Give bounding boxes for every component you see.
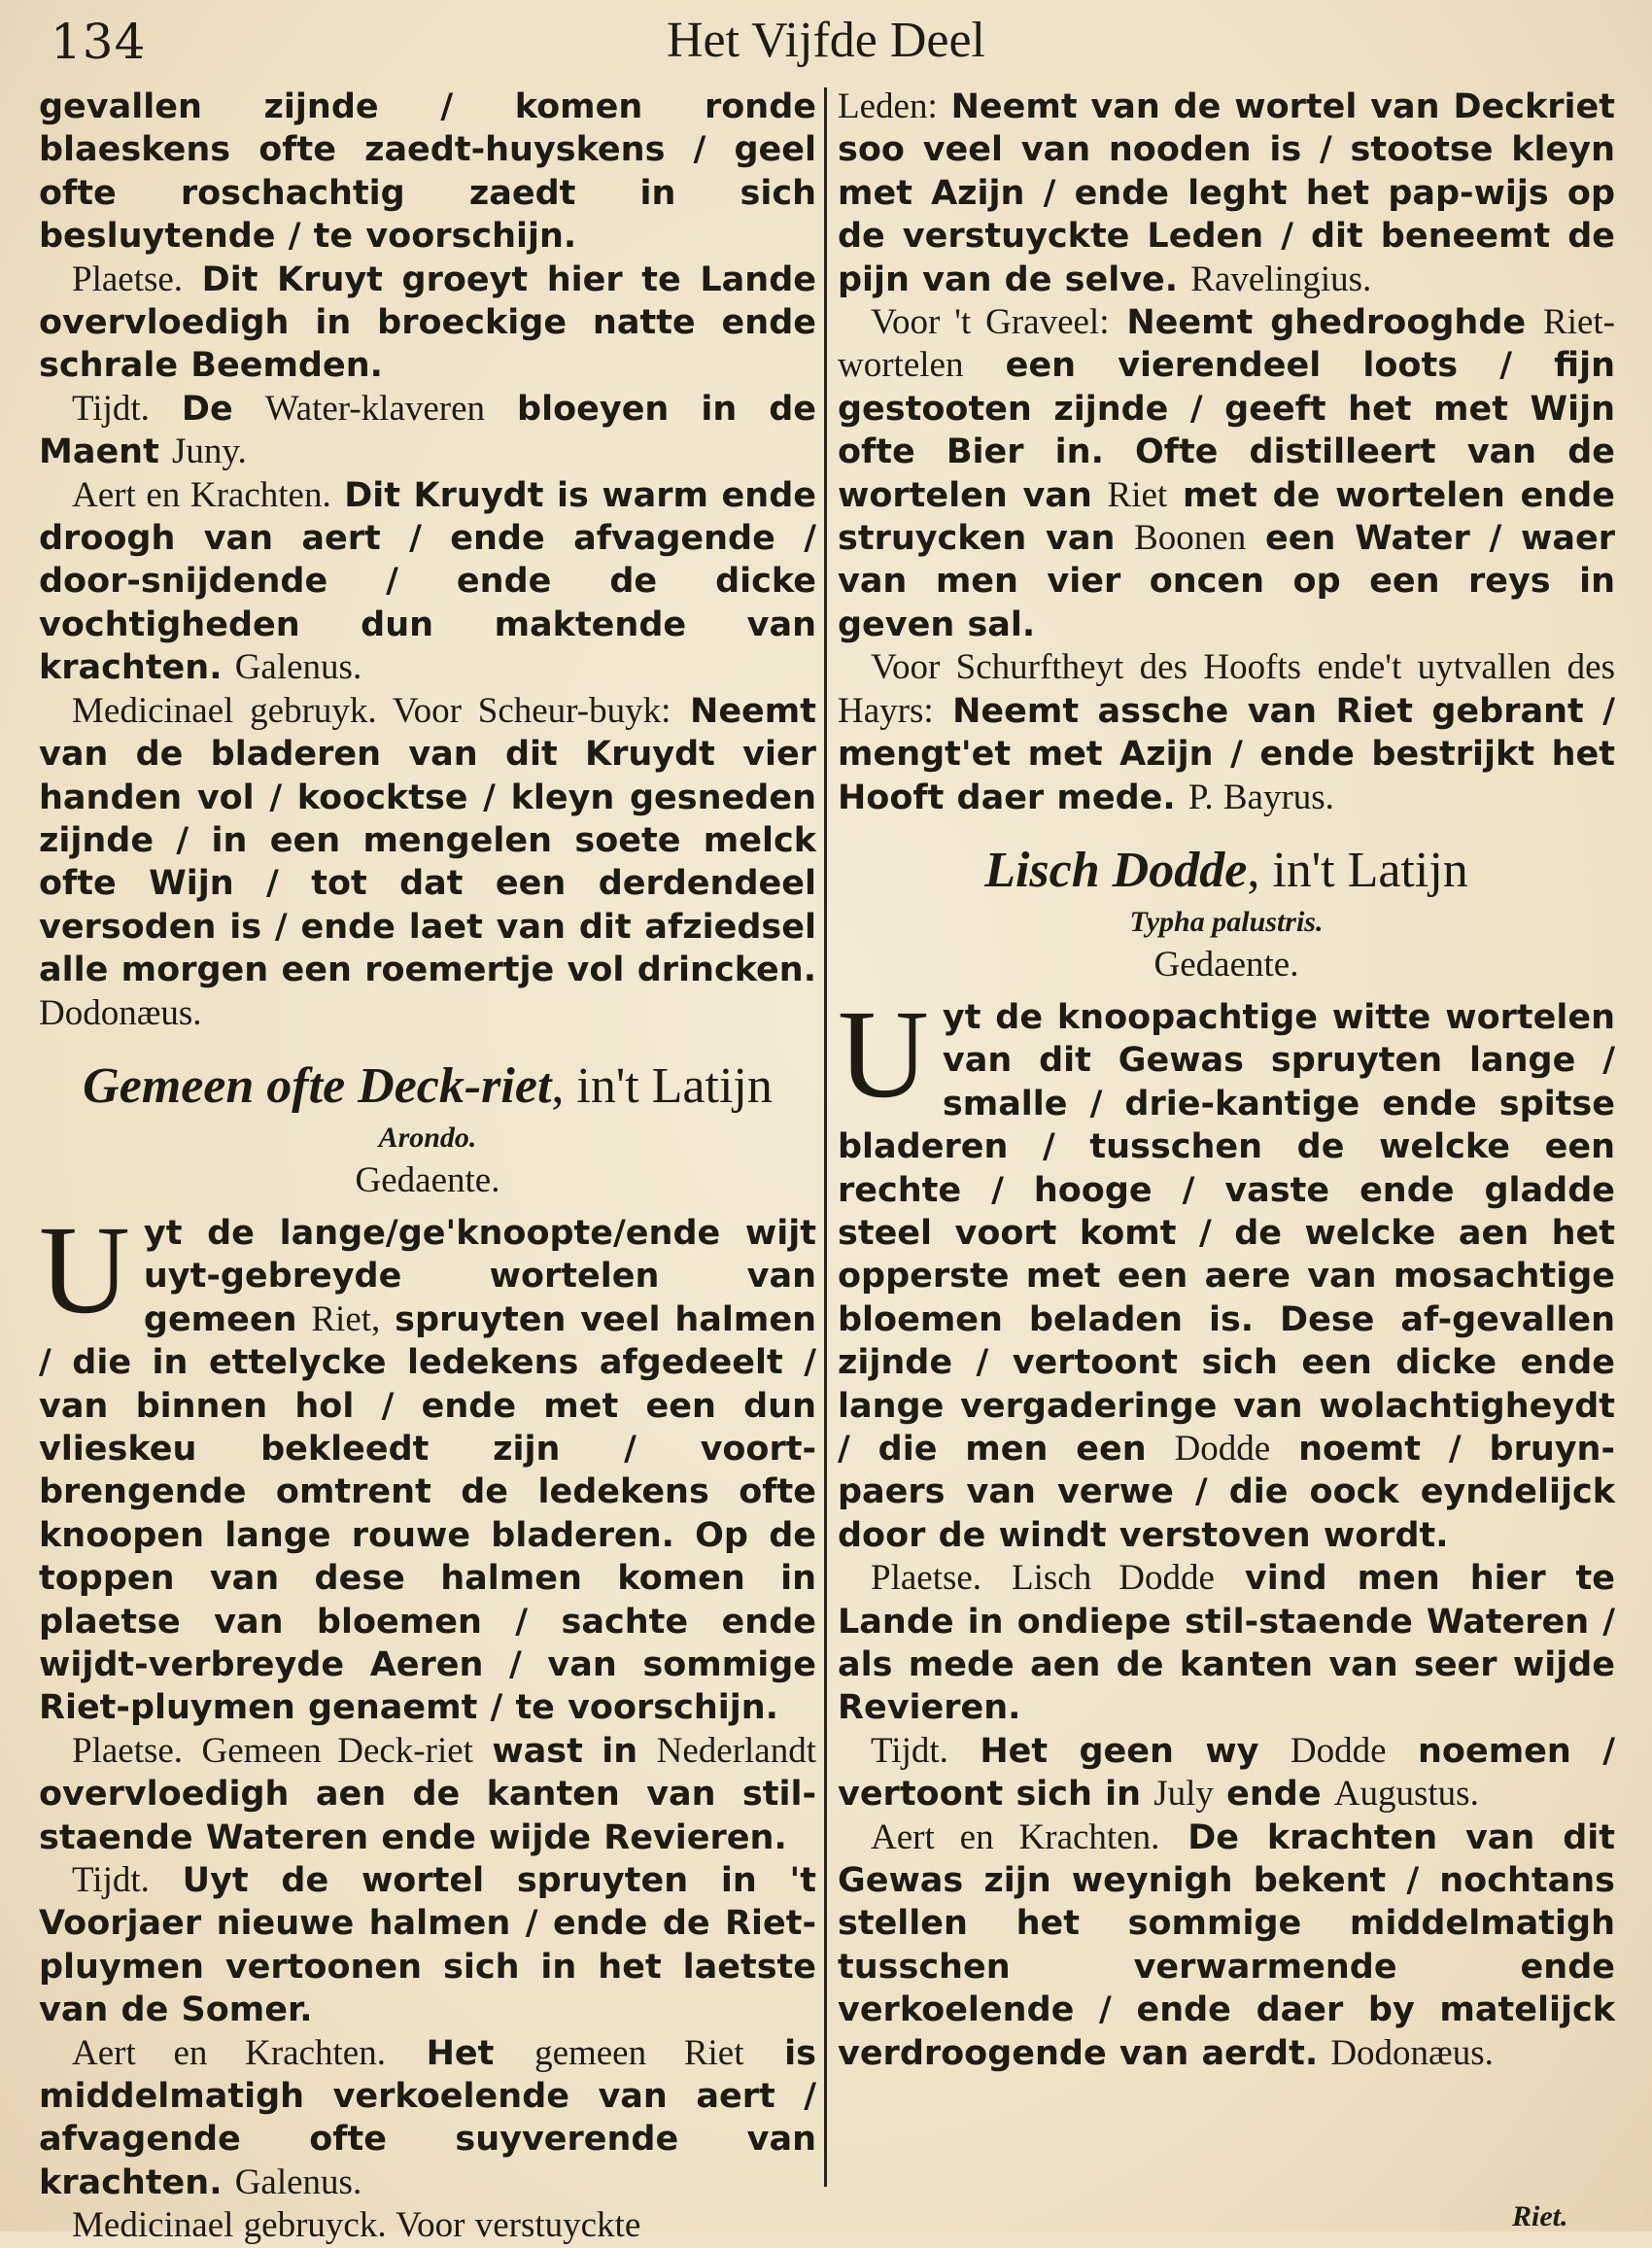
paragraph [39, 388, 816, 474]
plant-name: Boonen [1134, 518, 1247, 559]
paragraph-text: overvloedigh aen de kanten van stil-staende Wateren ende wijde Revieren. [39, 1775, 816, 1857]
plant-heading [838, 841, 1615, 901]
source-citation: P. Bayrus. [1187, 777, 1334, 817]
plant-name: Lisch Dodde [1012, 1558, 1215, 1599]
latin-name: Arondo. [378, 1121, 477, 1154]
paragraph [838, 301, 1615, 646]
paragraph [39, 2204, 816, 2247]
paragraph-text: yt de lange/ge'knoopte/ende wijt uyt-gebreyde wortelen van gemeen [143, 1213, 816, 1339]
plant-name: Riet-wortelen [838, 302, 1615, 386]
section-label: Aert en Krachten. [871, 1816, 1160, 1857]
paragraph [39, 259, 816, 388]
paragraph [39, 690, 816, 1035]
source-citation: Galenus. [234, 2162, 362, 2202]
plant-heading-name: Gemeen ofte Deck-riet [83, 1057, 552, 1114]
subheading-gedaente: Gedaente. [355, 1159, 500, 1200]
paragraph-text: een vierendeel loots / fijn gestooten zijnde / geeft het met Wijn ofte Bier in. Ofte distilleert van de wortelen van [838, 346, 1616, 515]
paragraph-text: De [181, 389, 233, 429]
month-name: Juny. [172, 432, 247, 472]
paragraph [838, 1730, 1615, 1816]
source-citation: Dodonæus. [1330, 2032, 1494, 2073]
paragraph-text: Neemt van de bladeren van dit Kruydt vier handen vol / koocktse / kleyn gesneden zijnde / in een mengelen soete melck ofte Wijn / tot dat een derdendeel versoden is / ende laet van dit afziedsel alle morgen een roemertje vol drincken. [39, 691, 816, 990]
paragraph-text: Dit Kruydt is warm ende droogh van aert / ende afvagende / door-snijdende / ende de dicke vochtigheden dun maktende van krachten. [39, 475, 816, 688]
drop-cap: U [838, 984, 929, 1124]
section-label: Aert en Krachten. [72, 2032, 386, 2073]
paragraph-text: Het [426, 2033, 495, 2073]
plant-name: Water-klaveren [264, 388, 486, 429]
paragraph-text: Dit Kruyt groeyt hier te Lande overvloedigh in broeckige natte ende schrale Beemden. [39, 259, 816, 386]
paragraph-text: vind men hier te Lande in ondiepe stil-staende Wateren / als mede aen de kanten van seer wijde Revieren. [838, 1559, 1616, 1728]
paragraph-text: Uyt de wortel spruyten in 't Voorjaer nieuwe halmen / ende de Riet-pluymen vertoonen sich in het laetste van de Somer. [39, 1861, 817, 2030]
month-name: July [1153, 1774, 1214, 1815]
page-number: 134 [51, 14, 147, 70]
paragraph [39, 86, 816, 259]
plant-heading-name: Lisch Dodde [984, 842, 1248, 898]
subheading-gedaente: Gedaente. [1153, 944, 1299, 985]
plant-name: Riet [1107, 474, 1168, 515]
section-label: Plaetse. [72, 1730, 184, 1771]
catchword: Riet. [1512, 2200, 1568, 2232]
section-label: Voor Schurftheyt des Hoofts ende't uytvallen des Hayrs: [838, 647, 1615, 731]
plant-name: Dodde [1290, 1730, 1387, 1771]
plant-name: Riet, [311, 1298, 381, 1339]
section-label: Voor 't Graveel: [871, 302, 1110, 343]
plant-name: Dodde [1174, 1428, 1271, 1469]
section-label: Plaetse. [871, 1558, 982, 1599]
section-label: Medicinael gebruyk. Voor Scheur-buyk: [72, 690, 671, 731]
paragraph [39, 1199, 816, 1730]
paragraph [838, 646, 1615, 819]
paragraph-text: met de wortelen ende struycken van [838, 475, 1616, 559]
paragraph [838, 1816, 1615, 2075]
plant-name: Gemeen Deck-riet [201, 1730, 473, 1771]
paragraph-text: is middelmatigh verkoelende van aert / afvagende ofte suyverende van krachten. [39, 2033, 817, 2202]
latin-name: Typha palustris. [1129, 905, 1324, 938]
paragraph [39, 1859, 816, 2032]
plant-heading [39, 1056, 816, 1117]
paragraph-text: Het geen wy [980, 1731, 1259, 1771]
plant-heading-suffix: , in't Latijn [1247, 842, 1468, 898]
plant-name: gemeen Riet [534, 2032, 744, 2073]
section-label: Aert en Krachten. [72, 474, 331, 515]
plant-heading-suffix: , in't Latijn [551, 1057, 773, 1114]
section-label: Tijdt. [72, 1860, 150, 1901]
paragraph-text: De krachten van dit Gewas zijn weynigh bekent / nochtans stellen het sommige middelmatigh tusschen verwarmende ende verkoelende / ende daer by matelijck verdroogende van aerdt. [838, 1817, 1615, 2073]
source-citation: Ravelingius. [1190, 259, 1372, 299]
source-citation: Galenus. [234, 647, 362, 688]
paragraph [838, 984, 1615, 1557]
paragraph-text: gevallen zijnde / komen ronde blaeskens ofte zaedt-huyskens / geel ofte roschachtig zaedt in sich besluytende / te voorschijn. [39, 87, 816, 257]
month-name: Augustus. [1333, 1774, 1479, 1815]
right-column [838, 86, 1615, 2075]
paragraph-text: noemt / bruyn-paers van verwe / die oock eyndelijck door de windt verstoven wordt. [838, 1429, 1615, 1555]
running-head: Het Vijfde Deel [666, 13, 986, 68]
section-label: Leden: [838, 86, 938, 126]
paragraph [39, 474, 816, 690]
drop-cap: U [39, 1199, 130, 1340]
paragraph-text: een Water / waer van men vier oncen op een reys in geven sal. [838, 519, 1615, 644]
section-label: Tijdt. [871, 1730, 948, 1771]
paragraph-text: yt de knoopachtige witte wortelen van dit Gewas spruyten lange / smalle / drie-kantige ende spitse bladeren / tusschen de welcke een rechte / hooge / vaste ende gladde steel voort komt / de welcke aen het opperste met een aere van mosachtige bloemen beladen is. Dese af-gevallen zijnde / vertoont sich een dicke ende lange vergaderinge van wolachtigheydt / die men een [838, 997, 1615, 1469]
section-label: Plaetse. [72, 259, 184, 299]
paragraph-text: ende [1226, 1775, 1322, 1815]
paragraph [838, 86, 1615, 301]
paragraph-text: wast in [492, 1731, 638, 1771]
page-header [0, 0, 1652, 87]
place-name: Nederlandt [656, 1730, 817, 1771]
paragraph-text: Neemt ghedrooghde [1126, 303, 1527, 343]
section-label: Medicinael gebruyck. Voor verstuyckte [72, 2205, 641, 2246]
paragraph-text: bloeyen in de Maent [39, 389, 817, 472]
left-column [39, 86, 816, 2248]
paragraph-text: noemen / vertoont sich in [838, 1731, 1616, 1815]
paragraph [39, 1730, 816, 1859]
paragraph-text: Neemt assche van Riet gebrant / mengt'et met Azijn / ende bestrijkt het Hooft daer mede. [838, 691, 1615, 817]
section-label: Tijdt. [72, 388, 150, 429]
paragraph-text: Neemt van de wortel van Deckriet soo veel van nooden is / stootse kleyn met Azijn / ende leght het pap-wijs op de verstuyckte Leden / dit beneemt de pijn van de selve. [838, 87, 1615, 299]
paragraph [838, 1557, 1615, 1730]
paragraph [39, 2032, 816, 2205]
source-citation: Dodonæus. [39, 992, 202, 1033]
column-rule [824, 87, 827, 2187]
paragraph-text: spruyten veel halmen / die in ettelycke ledekens afgedeelt / van binnen hol / ende met een dun vlieskeu bekleedt zijn / voort-brengende omtrent de ledekens ofte knoopen lange rouwe bladeren. Op de toppen van dese halmen komen in plaetse van bloemen / sachte ende wijdt-verbreyde Aeren / van sommige Riet-pluymen genaemt / te voorschijn. [39, 1299, 816, 1728]
